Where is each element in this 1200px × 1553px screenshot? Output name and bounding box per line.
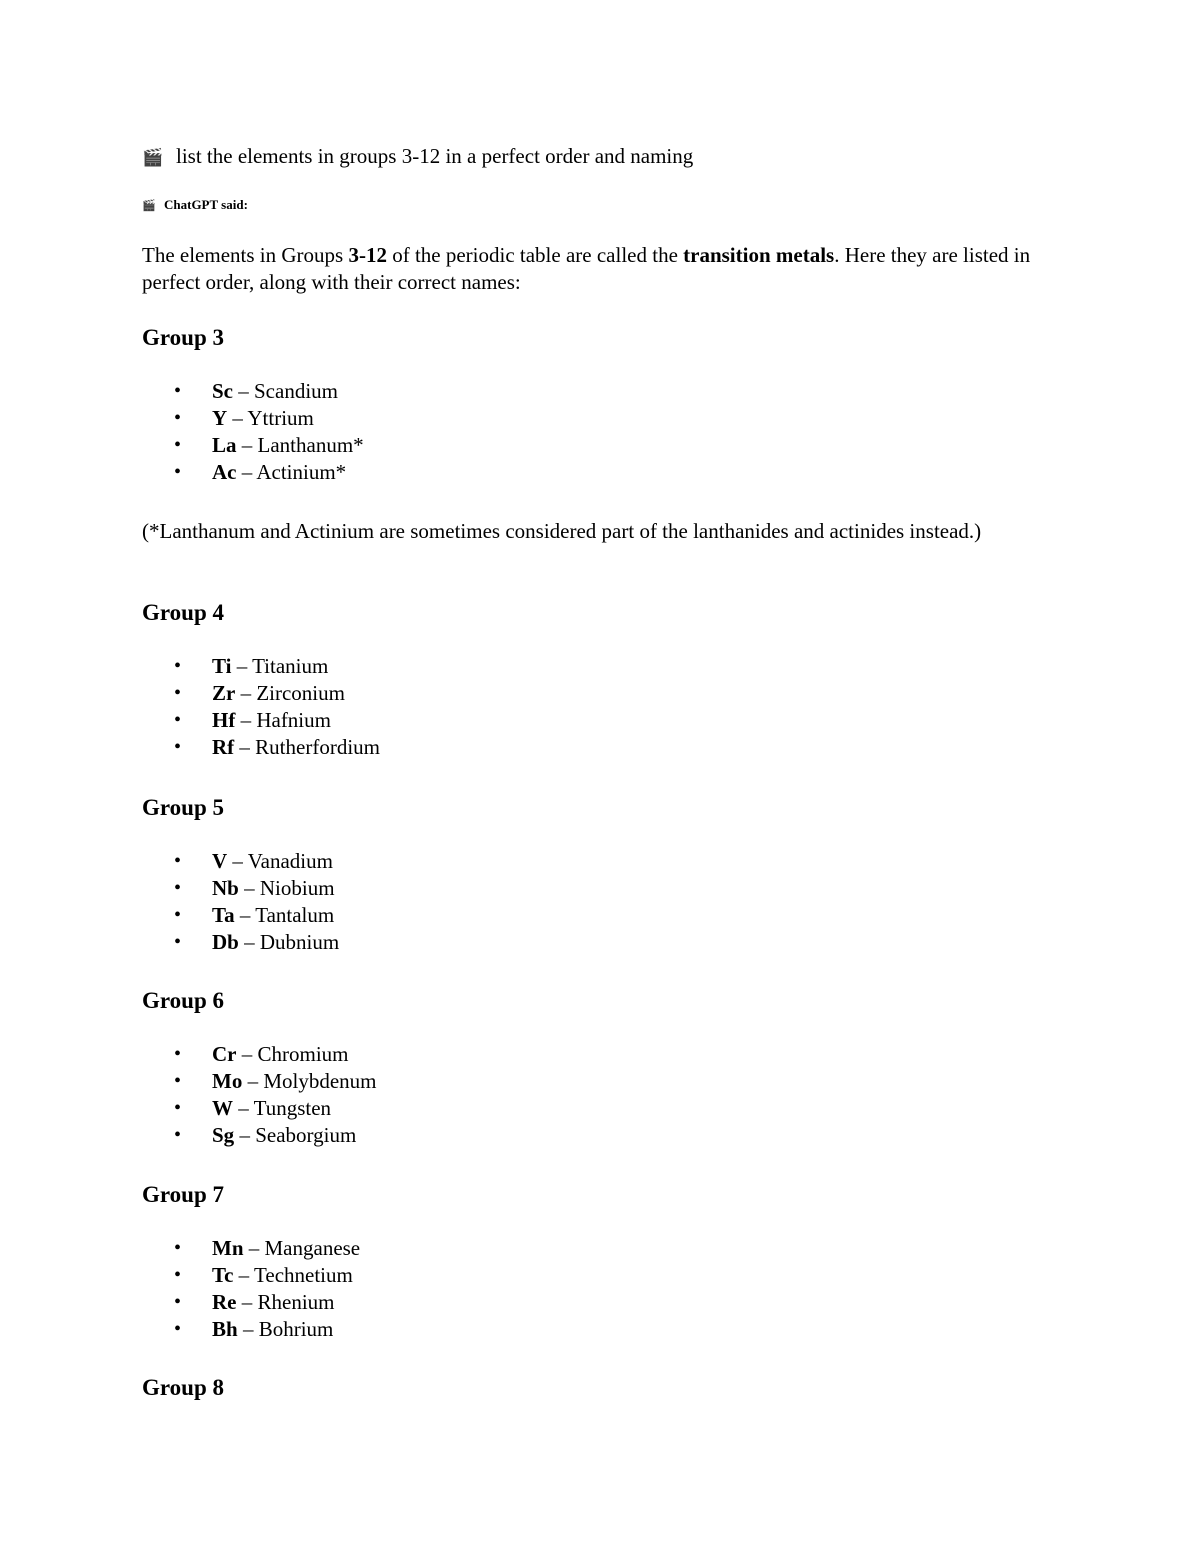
element-name: – Tungsten bbox=[233, 1096, 332, 1120]
bullet-icon: • bbox=[174, 1318, 182, 1340]
clapperboard-icon: 🎬 bbox=[142, 200, 156, 212]
element-name: – Scandium bbox=[233, 379, 338, 403]
list-item bbox=[142, 1289, 1082, 1316]
group-heading: Group 7 bbox=[142, 1182, 225, 1207]
element-symbol: Bh bbox=[212, 1317, 238, 1341]
response-label bbox=[142, 196, 248, 215]
bullet-icon: • bbox=[174, 682, 182, 704]
list-item bbox=[142, 707, 1082, 734]
element-symbol: W bbox=[212, 1096, 233, 1120]
element-name: – Lanthanum* bbox=[236, 433, 364, 457]
list-item bbox=[142, 432, 1082, 459]
list-item bbox=[142, 1041, 1082, 1068]
list-item bbox=[142, 405, 1082, 432]
list-item bbox=[142, 1095, 1082, 1122]
bullet-icon: • bbox=[174, 1291, 182, 1313]
element-name: – Niobium bbox=[238, 876, 335, 900]
bullet-icon: • bbox=[174, 380, 182, 402]
element-symbol: Ac bbox=[212, 460, 237, 484]
element-symbol: Zr bbox=[212, 681, 236, 705]
group-heading: Group 8 bbox=[142, 1375, 225, 1400]
bullet-icon: • bbox=[174, 736, 182, 758]
list-item bbox=[142, 1262, 1082, 1289]
bullet-icon: • bbox=[174, 461, 182, 483]
bullet-icon: • bbox=[174, 709, 182, 731]
element-name: – Chromium bbox=[236, 1042, 349, 1066]
group-heading: Group 4 bbox=[142, 600, 225, 625]
group-section bbox=[142, 1181, 1082, 1343]
element-symbol: Tc bbox=[212, 1263, 234, 1287]
element-symbol: La bbox=[212, 433, 237, 457]
element-name: – Tantalum bbox=[234, 903, 335, 927]
element-list bbox=[142, 1235, 1082, 1343]
element-name: – Bohrium bbox=[237, 1317, 334, 1341]
list-item bbox=[142, 875, 1082, 902]
group-section bbox=[142, 987, 1082, 1149]
group-section bbox=[142, 1374, 1082, 1402]
element-name: – Zirconium bbox=[235, 681, 345, 705]
list-item bbox=[142, 1235, 1082, 1262]
list-item bbox=[142, 1122, 1082, 1149]
bullet-icon: • bbox=[174, 1070, 182, 1092]
list-item bbox=[142, 1068, 1082, 1095]
bullet-icon: • bbox=[174, 850, 182, 872]
bullet-icon: • bbox=[174, 1264, 182, 1286]
element-symbol: Mo bbox=[212, 1069, 243, 1093]
element-name: – Yttrium bbox=[227, 406, 314, 430]
intro-groups-range: 3-12 bbox=[348, 243, 387, 267]
list-item bbox=[142, 680, 1082, 707]
bullet-icon: • bbox=[174, 434, 182, 456]
intro-text: The elements in Groups bbox=[142, 243, 349, 267]
intro-text: . Here they are listed in perfect order, along with their correct names: bbox=[142, 243, 1031, 294]
group-heading: Group 5 bbox=[142, 795, 225, 820]
element-name: – Technetium bbox=[233, 1263, 353, 1287]
bullet-icon: • bbox=[174, 1097, 182, 1119]
element-name: – Vanadium bbox=[227, 849, 333, 873]
list-item bbox=[142, 1316, 1082, 1343]
user-prompt bbox=[142, 142, 693, 172]
element-symbol: Ta bbox=[212, 903, 235, 927]
element-list bbox=[142, 653, 1082, 761]
bullet-icon: • bbox=[174, 1237, 182, 1259]
element-symbol: Nb bbox=[212, 876, 239, 900]
bullet-icon: • bbox=[174, 877, 182, 899]
list-item bbox=[142, 378, 1082, 405]
element-symbol: Y bbox=[212, 406, 228, 430]
element-list bbox=[142, 378, 1082, 486]
clapperboard-icon: 🎬 bbox=[142, 148, 164, 167]
element-list bbox=[142, 1041, 1082, 1149]
footnote: (*Lanthanum and Actinium are sometimes considered part of the lanthanides and actinides instead.) bbox=[142, 519, 982, 543]
list-item bbox=[142, 459, 1082, 486]
element-symbol: Re bbox=[212, 1290, 237, 1314]
list-item bbox=[142, 734, 1082, 761]
group-heading: Group 6 bbox=[142, 988, 225, 1013]
element-name: – Hafnium bbox=[235, 708, 331, 732]
user-prompt-text: list the elements in groups 3-12 in a perfect order and naming bbox=[176, 144, 694, 168]
element-name: – Molybdenum bbox=[242, 1069, 377, 1093]
bullet-icon: • bbox=[174, 655, 182, 677]
element-name: – Manganese bbox=[243, 1236, 361, 1260]
element-symbol: V bbox=[212, 849, 228, 873]
element-name: – Rutherfordium bbox=[234, 735, 380, 759]
group-heading: Group 3 bbox=[142, 325, 225, 350]
list-item bbox=[142, 929, 1082, 956]
response-label-text: ChatGPT said: bbox=[164, 197, 248, 212]
element-symbol: Mn bbox=[212, 1236, 244, 1260]
intro-text: of the periodic table are called the bbox=[386, 243, 684, 267]
bullet-icon: • bbox=[174, 407, 182, 429]
element-symbol: Cr bbox=[212, 1042, 237, 1066]
element-name: – Titanium bbox=[231, 654, 329, 678]
bullet-icon: • bbox=[174, 904, 182, 926]
bullet-icon: • bbox=[174, 931, 182, 953]
group-section bbox=[142, 794, 1082, 956]
element-symbol: Sc bbox=[212, 379, 233, 403]
list-item bbox=[142, 902, 1082, 929]
element-name: – Dubnium bbox=[238, 930, 340, 954]
element-symbol: Db bbox=[212, 930, 239, 954]
intro-paragraph bbox=[142, 242, 1082, 296]
list-item bbox=[142, 848, 1082, 875]
intro-transition-metals: transition metals bbox=[683, 243, 835, 267]
element-name: – Actinium* bbox=[236, 460, 347, 484]
element-list bbox=[142, 848, 1082, 956]
element-symbol: Rf bbox=[212, 735, 235, 759]
bullet-icon: • bbox=[174, 1124, 182, 1146]
group-section bbox=[142, 599, 1082, 761]
element-symbol: Ti bbox=[212, 654, 232, 678]
element-name: – Seaborgium bbox=[234, 1123, 357, 1147]
group-section bbox=[142, 324, 1082, 486]
element-symbol: Sg bbox=[212, 1123, 235, 1147]
bullet-icon: • bbox=[174, 1043, 182, 1065]
list-item bbox=[142, 653, 1082, 680]
element-symbol: Hf bbox=[212, 708, 236, 732]
element-name: – Rhenium bbox=[236, 1290, 335, 1314]
